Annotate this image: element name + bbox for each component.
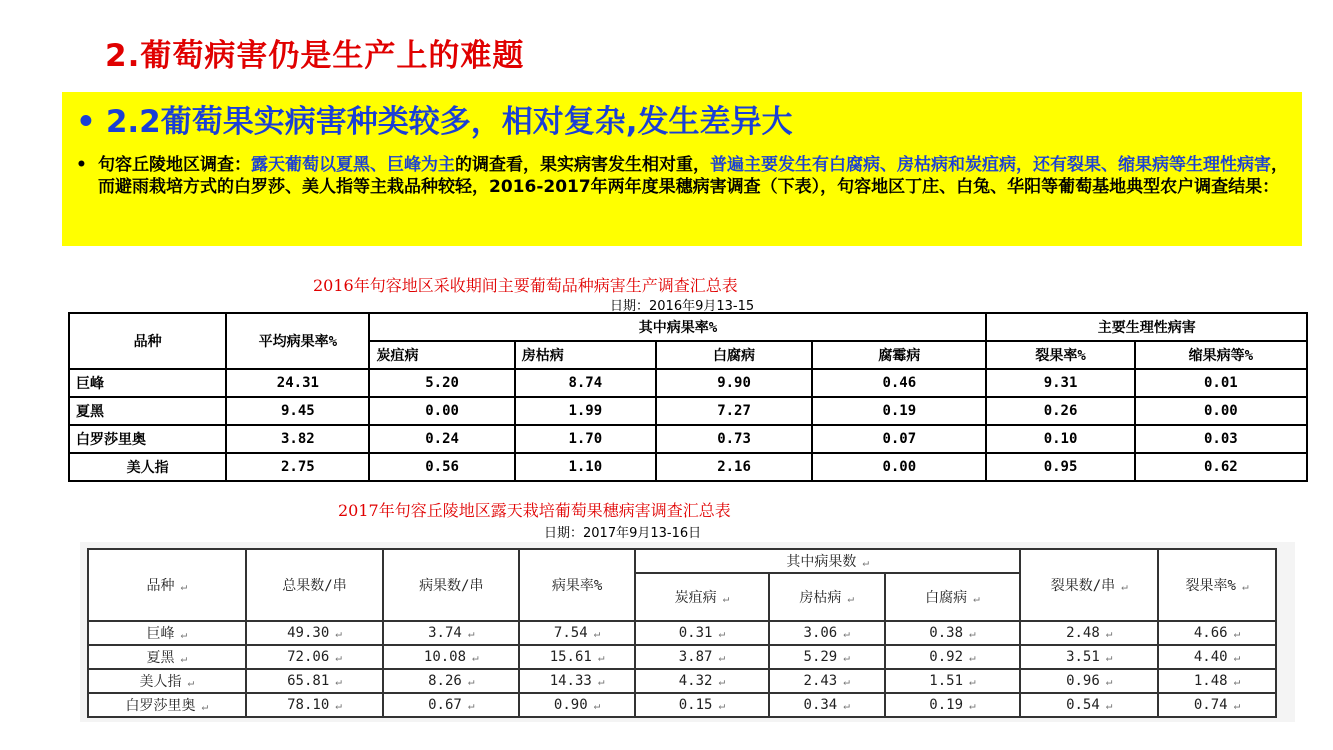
paragraph-seg-1: 句容丘陵地区调查：: [98, 155, 251, 175]
table-row: [69, 397, 1307, 425]
cell-text: 49.30: [287, 625, 330, 641]
return-mark: ↵: [187, 676, 195, 689]
cell: [246, 669, 384, 693]
paragraph-text: [98, 154, 1291, 198]
cell: [635, 669, 769, 693]
return-mark: ↵: [1105, 627, 1113, 640]
return-mark: ↵: [1105, 651, 1113, 664]
cell: [1020, 645, 1158, 669]
table1-caption: 2016年句容地区采收期间主要葡萄品种病害生产调查汇总表: [313, 276, 738, 295]
table-header-row: [88, 549, 1276, 573]
cell: [769, 693, 885, 717]
header-variety: 品种: [69, 313, 226, 369]
cell-text: 2.48: [1066, 625, 1100, 641]
cell-text: 0.74: [1193, 697, 1228, 713]
header-disease-group: 其中病果率%: [369, 313, 986, 341]
return-mark: ↵: [597, 651, 605, 664]
table-row: [88, 645, 1276, 669]
cell-text: 3.74: [428, 625, 462, 641]
header-avg-rate: 平均病果率%: [226, 313, 369, 369]
table-2017: [87, 548, 1277, 718]
cell: [246, 645, 384, 669]
bullet-icon: •: [76, 155, 87, 175]
cell: [1020, 693, 1158, 717]
cell-text: 65.81: [287, 673, 330, 689]
cell: 0.19: [812, 397, 986, 425]
header-variety: [88, 549, 246, 621]
cell-text: 美人指: [139, 674, 182, 690]
cell: [1158, 621, 1276, 645]
table-row: [69, 425, 1307, 453]
header-text: 裂果数/串: [1050, 578, 1116, 594]
cell: [769, 669, 885, 693]
header-text: 炭疽病: [674, 590, 717, 606]
table-row: [88, 621, 1276, 645]
cell: [885, 669, 1021, 693]
return-mark: ↵: [862, 556, 869, 569]
slide-title: 2.葡萄病害仍是生产上的难题: [105, 38, 525, 74]
cell-text: 0.38: [929, 625, 964, 641]
return-mark: ↵: [969, 627, 976, 640]
return-mark: ↵: [335, 651, 342, 664]
subheading-text: 2.2葡萄果实病害种类较多，相对复杂,发生差异大: [105, 104, 793, 140]
cell: 美人指: [69, 453, 226, 481]
cell: [519, 621, 635, 645]
cell: [635, 693, 769, 717]
cell: 0.62: [1135, 453, 1307, 481]
cell: [769, 621, 885, 645]
return-mark: ↵: [969, 699, 976, 712]
return-mark: ↵: [467, 699, 475, 712]
cell: 3.82: [226, 425, 369, 453]
cell-text: 4.40: [1193, 649, 1228, 665]
cell-text: 3.06: [803, 625, 838, 641]
cell: 7.27: [656, 397, 812, 425]
cell: 0.95: [986, 453, 1134, 481]
return-mark: ↵: [1233, 627, 1241, 640]
header-text: 病果率%: [551, 578, 603, 594]
paragraph-seg-3: 的调查看，果实病害发生相对重，: [455, 155, 710, 175]
cell: [635, 621, 769, 645]
cell: 8.74: [515, 369, 656, 397]
cell: [88, 621, 246, 645]
cell-text: 0.34: [803, 697, 838, 713]
header-rate: [519, 549, 635, 621]
return-mark: ↵: [1233, 675, 1241, 688]
cell: 5.20: [369, 369, 514, 397]
return-mark: ↵: [843, 699, 850, 712]
bullet-icon: •: [76, 104, 96, 140]
table1-date: 日期：2016年9月13-15: [610, 299, 755, 314]
survey-paragraph: [76, 154, 1291, 198]
cell-text: 72.06: [287, 649, 330, 665]
header-split-count: [1020, 549, 1158, 621]
cell-text: 0.92: [929, 649, 964, 665]
header-anthracnose: 炭疽病: [369, 341, 514, 369]
cell: 2.16: [656, 453, 812, 481]
cell: 0.00: [1135, 397, 1307, 425]
header-split-rate: [1158, 549, 1276, 621]
paragraph-seg-5: ，而避雨栽培方式的白罗莎、美人指等主栽品种较轻，2016-2017年两年度果穗病害调查（下表），句容地区丁庄、白兔、华阳等葡萄基地典型农户调查结果：: [98, 155, 1288, 197]
cell: [1158, 693, 1276, 717]
header-text: 白腐病: [925, 590, 968, 606]
cell-text: 78.10: [287, 697, 330, 713]
return-mark: ↵: [597, 675, 605, 688]
header-text: 裂果率%: [1185, 578, 1236, 594]
cell: [885, 693, 1021, 717]
return-mark: ↵: [843, 627, 850, 640]
paragraph-seg-2: 露天葡萄以夏黑、巨峰为主: [251, 155, 455, 175]
return-mark: ↵: [718, 699, 726, 712]
cell-text: 5.29: [803, 649, 838, 665]
return-mark: ↵: [467, 627, 475, 640]
cell-text: 14.33: [549, 673, 592, 689]
cell: [519, 645, 635, 669]
table-2016: [68, 312, 1308, 482]
return-mark: ↵: [969, 675, 976, 688]
header-fruit-rot: 房枯病: [515, 341, 656, 369]
cell: 1.99: [515, 397, 656, 425]
cell: 1.70: [515, 425, 656, 453]
table-row: [69, 369, 1307, 397]
return-mark: ↵: [467, 675, 475, 688]
cell: 巨峰: [69, 369, 226, 397]
return-mark: ↵: [335, 675, 342, 688]
cell-text: 10.08: [423, 649, 467, 665]
cell: [885, 645, 1021, 669]
cell: [885, 621, 1021, 645]
return-mark: ↵: [1233, 699, 1241, 712]
return-mark: ↵: [1105, 699, 1113, 712]
return-mark: ↵: [847, 592, 854, 605]
cell-text: 3.87: [678, 649, 713, 665]
return-mark: ↵: [593, 699, 601, 712]
return-mark: ↵: [180, 580, 188, 593]
cell: 0.00: [812, 453, 986, 481]
cell-text: 2.43: [803, 673, 838, 689]
header-text: 品种: [146, 578, 175, 594]
header-white-rot: [885, 573, 1021, 621]
cell: 0.73: [656, 425, 812, 453]
header-diseased: [383, 549, 519, 621]
return-mark: ↵: [180, 628, 188, 641]
cell-text: 白罗莎里奥: [125, 698, 196, 714]
cell-text: 15.61: [549, 649, 592, 665]
cell: 0.01: [1135, 369, 1307, 397]
cell-text: 0.67: [428, 697, 462, 713]
return-mark: ↵: [973, 592, 980, 605]
header-text: 病果数/串: [419, 578, 484, 594]
table2-date: 日期：2017年9月13-16日: [544, 526, 702, 541]
header-shrink-rate: 缩果病等%: [1135, 341, 1307, 369]
cell: [88, 693, 246, 717]
table-2017-image: [80, 542, 1295, 722]
cell: 0.56: [369, 453, 514, 481]
cell-text: 0.54: [1066, 697, 1100, 713]
cell-text: 0.15: [678, 697, 713, 713]
table-header-row: [69, 313, 1307, 341]
cell: [1158, 669, 1276, 693]
table-row: [88, 693, 1276, 717]
header-white-rot: 白腐病: [656, 341, 812, 369]
cell: [88, 669, 246, 693]
cell: 0.46: [812, 369, 986, 397]
return-mark: ↵: [472, 651, 479, 664]
cell-text: 3.51: [1066, 649, 1100, 665]
cell: 9.31: [986, 369, 1134, 397]
header-split-rate: 裂果率%: [986, 341, 1134, 369]
cell: 24.31: [226, 369, 369, 397]
cell: [383, 645, 519, 669]
return-mark: ↵: [1241, 580, 1249, 593]
header-pythium: 腐霉病: [812, 341, 986, 369]
return-mark: ↵: [718, 675, 726, 688]
table-row: [69, 453, 1307, 481]
cell: 0.00: [369, 397, 514, 425]
header-physio-group: 主要生理性病害: [986, 313, 1307, 341]
header-disease-group: [635, 549, 1020, 573]
return-mark: ↵: [969, 651, 976, 664]
cell-text: 4.66: [1193, 625, 1228, 641]
cell: 2.75: [226, 453, 369, 481]
header-anthracnose: [635, 573, 769, 621]
return-mark: ↵: [843, 651, 850, 664]
cell-text: 1.51: [929, 673, 964, 689]
cell-text: 0.96: [1066, 673, 1100, 689]
return-mark: ↵: [1105, 675, 1113, 688]
cell: [246, 621, 384, 645]
return-mark: ↵: [593, 627, 601, 640]
cell: [383, 669, 519, 693]
return-mark: ↵: [335, 627, 342, 640]
cell: [383, 621, 519, 645]
return-mark: ↵: [843, 675, 850, 688]
cell: 0.26: [986, 397, 1134, 425]
cell: 9.90: [656, 369, 812, 397]
cell: [88, 645, 246, 669]
cell-text: 1.48: [1193, 673, 1228, 689]
cell: [519, 669, 635, 693]
cell: [383, 693, 519, 717]
cell-text: 0.31: [678, 625, 713, 641]
return-mark: ↵: [1121, 580, 1128, 593]
cell-text: 夏黑: [146, 650, 175, 666]
cell: 0.03: [1135, 425, 1307, 453]
cell-text: 8.26: [428, 673, 462, 689]
cell: [1020, 669, 1158, 693]
header-text: 房枯病: [799, 590, 842, 606]
return-mark: ↵: [718, 651, 726, 664]
return-mark: ↵: [718, 627, 726, 640]
header-text: 其中病果数: [786, 554, 857, 570]
subheading: [76, 96, 793, 141]
cell: [769, 645, 885, 669]
header-total: [246, 549, 384, 621]
cell-text: 4.32: [678, 673, 713, 689]
return-mark: ↵: [722, 592, 730, 605]
cell-text: 7.54: [553, 625, 588, 641]
cell: 白罗莎里奥: [69, 425, 226, 453]
cell: [519, 693, 635, 717]
cell: 0.07: [812, 425, 986, 453]
cell: 9.45: [226, 397, 369, 425]
cell: 0.24: [369, 425, 514, 453]
cell: 1.10: [515, 453, 656, 481]
table2-caption: 2017年句容丘陵地区露天栽培葡萄果穗病害调查汇总表: [338, 501, 731, 520]
return-mark: ↵: [1233, 651, 1241, 664]
paragraph-seg-4: 普遍主要发生有白腐病、房枯病和炭疽病，还有裂果、缩果病等生理性病害: [710, 155, 1271, 175]
table-row: [88, 669, 1276, 693]
cell-text: 0.19: [929, 697, 964, 713]
return-mark: ↵: [335, 699, 342, 712]
cell: [246, 693, 384, 717]
header-fruit-rot: [769, 573, 885, 621]
highlight-box: [62, 92, 1302, 246]
cell-text: 巨峰: [146, 626, 175, 642]
return-mark: ↵: [180, 652, 188, 665]
cell: 夏黑: [69, 397, 226, 425]
cell: [1158, 645, 1276, 669]
cell: [1020, 621, 1158, 645]
cell: 0.10: [986, 425, 1134, 453]
cell-text: 0.90: [553, 697, 588, 713]
return-mark: ↵: [201, 700, 209, 713]
cell: [635, 645, 769, 669]
header-text: 总果数/串: [282, 578, 347, 594]
